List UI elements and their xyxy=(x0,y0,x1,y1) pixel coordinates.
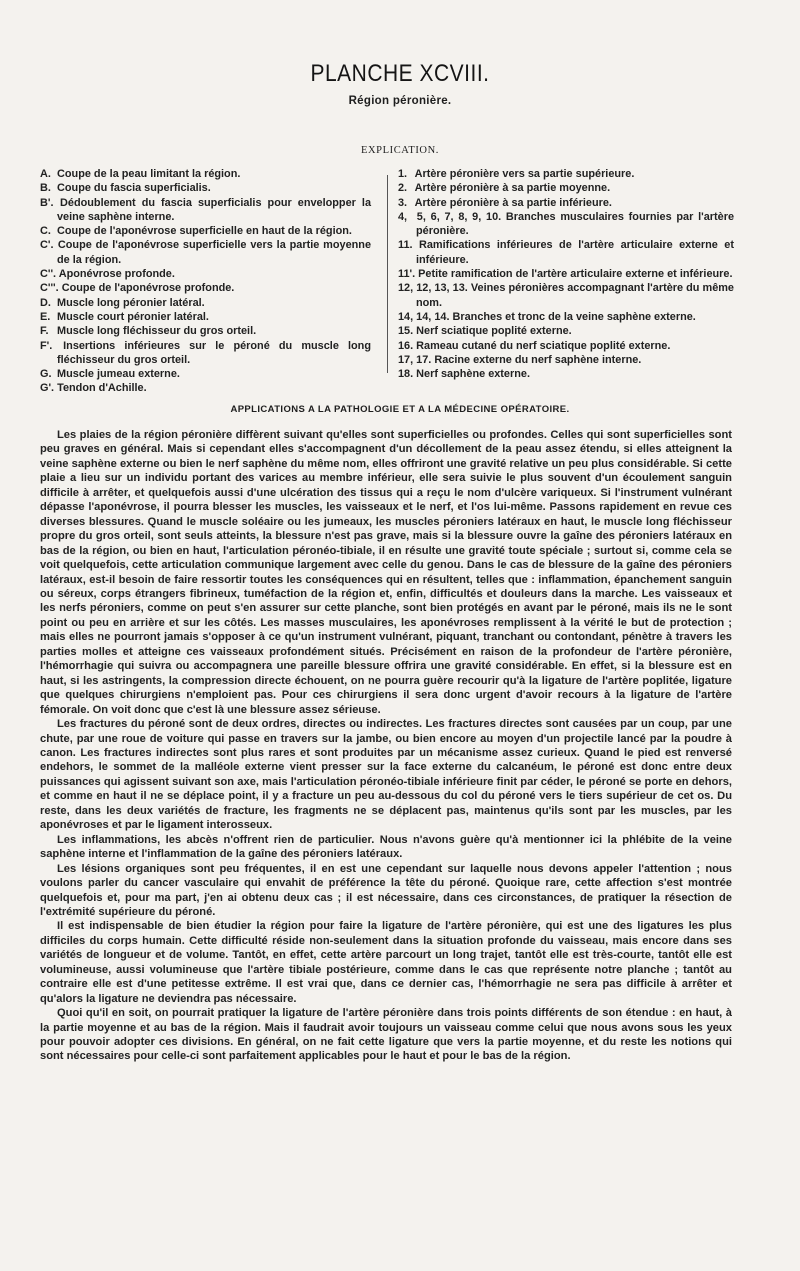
legend-key: G'. xyxy=(40,382,55,395)
legend-item xyxy=(40,238,371,267)
legend-key: 12, xyxy=(398,282,414,295)
legend-item xyxy=(398,196,734,210)
legend-item xyxy=(398,324,734,338)
legend-text: 14, 14. Branches et tronc de la veine saphène externe. xyxy=(416,310,696,323)
legend-key: C'. xyxy=(40,239,54,252)
legend-item xyxy=(398,310,734,324)
legend-item xyxy=(40,324,371,338)
legend-item xyxy=(398,281,734,310)
legend-item xyxy=(398,267,734,281)
legend-text: Coupe de l'aponévrose superficielle vers la partie moyenne de la région. xyxy=(57,239,371,266)
legend-item xyxy=(40,339,371,368)
legend-item xyxy=(398,367,734,381)
legend-text: Muscle court péronier latéral. xyxy=(57,310,209,323)
legend-key: 1. xyxy=(398,168,408,180)
legend-item xyxy=(40,281,371,295)
legend-key: 16. xyxy=(398,339,414,352)
legend-key: 14, xyxy=(398,310,414,323)
legend-left-column xyxy=(40,167,371,396)
legend-key: F'. xyxy=(40,339,53,352)
legend-text: Rameau cutané du nerf sciatique poplité externe. xyxy=(416,339,671,352)
column-divider xyxy=(387,175,388,373)
legend-item xyxy=(398,238,734,267)
legend-key: F. xyxy=(40,325,49,338)
legend-item xyxy=(40,224,371,238)
legend-item xyxy=(40,310,371,324)
applications-title: APPLICATIONS A LA PATHOLOGIE ET A LA MÉDECINE OPÉRATOIRE. xyxy=(230,404,570,415)
legend-text: Muscle long péronier latéral. xyxy=(57,296,205,309)
paragraph: Les lésions organiques sont peu fréquentes, il en est une cependant sur laquelle nous devons appeler l'attention ; nous voulons parler du cancer vasculaire qui envahit de préférence la tête du péroné. Quoique rare, cette affection s'est montrée quelquefois et, pour ma part, j'en ai obtenu deux cas ; il est nécessaire, dans ces circonstances, de pratiquer la résection de l'extrémité supérieure du péroné. xyxy=(40,862,732,918)
legend-text: Artère péronière à sa partie moyenne. xyxy=(414,182,611,195)
legend-item xyxy=(398,353,734,367)
legend-item xyxy=(40,367,371,381)
legend-key: 2. xyxy=(398,182,408,195)
region-title: Région péronière. xyxy=(348,95,452,107)
legend-text: Muscle long fléchisseur du gros orteil. xyxy=(57,325,257,338)
legend-key: 11. xyxy=(398,239,413,252)
legend-item xyxy=(40,296,371,310)
legend-text: Coupe du fascia superficialis. xyxy=(57,182,211,195)
legend-item xyxy=(40,181,371,195)
legend-text: Petite ramification de l'artère articulaire externe et inférieure. xyxy=(418,268,733,281)
legend-key: C. xyxy=(40,225,51,238)
legend-text: Nerf sciatique poplité externe. xyxy=(416,325,572,338)
legend-key: A. xyxy=(40,168,51,180)
legend-key: B. xyxy=(40,182,51,195)
paragraph: Quoi qu'il en soit, on pourrait pratiquer la ligature de l'artère péronière dans trois points différents de son étendue : en haut, à la partie moyenne et au bas de la région. Mais il faudrait avoir toujours un vaisseau comme celui que nous avons sous les yeux pour pouvoir adopter ces divisions. En général, on ne fait cette ligature que vers la partie moyenne, et du reste les notions qui sont nécessaires pour celle-ci sont parfaitement applicables pour le haut et pour le bas de la région. xyxy=(40,1007,732,1063)
legend-key: C''. xyxy=(40,268,57,281)
legend xyxy=(40,167,735,395)
explication-title: EXPLICATION. xyxy=(360,145,440,156)
legend-item xyxy=(398,181,734,195)
legend-text: Coupe de la peau limitant la région. xyxy=(57,168,241,180)
legend-text: Ramifications inférieures de l'artère articulaire externe et inférieure. xyxy=(416,239,734,266)
legend-key: 15. xyxy=(398,325,414,338)
legend-key: G. xyxy=(40,368,52,381)
legend-item xyxy=(40,196,371,225)
plate-title: PLANCHE XCVIII. xyxy=(310,60,490,87)
legend-text: Aponévrose profonde. xyxy=(58,268,175,281)
legend-text: Tendon d'Achille. xyxy=(57,382,147,395)
legend-text: Coupe de l'aponévrose superficielle en haut de la région. xyxy=(57,225,352,238)
paragraph: Les inflammations, les abcès n'offrent rien de particulier. Nous n'avons guère qu'à mentionner ici la phlébite de la veine saphène interne et l'inflammation de la gaîne des péroniers latéraux. xyxy=(40,833,732,861)
legend-text: Coupe de l'aponévrose profonde. xyxy=(61,282,235,295)
legend-item xyxy=(398,339,734,353)
legend-text: 17. Racine externe du nerf saphène interne. xyxy=(416,353,642,366)
legend-item xyxy=(40,381,371,395)
legend-key: C'''. xyxy=(40,282,59,295)
legend-key: 4, xyxy=(398,210,408,223)
legend-key: B'. xyxy=(40,196,54,209)
legend-text: Nerf saphène externe. xyxy=(416,368,530,381)
paragraph: Les fractures du péroné sont de deux ordres, directes ou indirectes. Les fractures directes sont causées par un coup, par une chute, par une roue de voiture qui passe en travers sur la jambe, ou bien encore au moyen d'un projectile lancé par la poudre à canon. Les fractures indirectes sont plus rares et sont produites par un mécanisme assez curieux. Quand le pied est renversé endehors, le sommet de la malléole externe vient presser sur la face externe du calcanéum, le péroné est donc entre deux puissances qui agissent suivant son axe, mais l'articulation péronéo-tibiale inférieure finit par céder, le péroné se porte en dehors, et comme en haut il ne se déplace point, il y a fracture un peu au-dessous du col du péroné vers le tiers supérieur de cet os. Du reste, dans les deux variétés de fracture, les fragments ne se déplacent pas, maintenus qu'ils sont par les muscles, par les aponévroses et par le ligament interosseux. xyxy=(40,718,732,832)
body-text xyxy=(40,428,732,1064)
paragraph: Les plaies de la région péronière diffèrent suivant qu'elles sont superficielles ou profondes. Celles qui sont superficielles sont peu graves en général. Mais si cependant elles s'accompagnent d'un décollement de la peau assez étendu, si elles atteignent la veine saphène externe ou bien le nerf saphène du même nom, elles offriront une gravité relative un peu plus considérable. Si cette plaie a lieu sur un individu portant des varices au membre inférieur, elle sera suivie le plus souvent d'un écoulement sanguin difficile à arrêter, et quelquefois aussi d'une ulcération des tissus qui a reçu le nom d'ulcère variqueux. Si l'instrument vulnérant dépasse l'aponévrose, il pourra blesser les muscles, les vaisseaux et le nerf, et l'os lui-même. Passons rapidement en revue ces diverses blessures. Quand le muscle soléaire ou les jumeaux, les muscles péroniers latéraux en haut, le muscle long fléchisseur propre du gros orteil, sont seuls atteints, la blessure n'est pas grave, mais si la blessure ouvre la gaîne des péroniers latéraux en bas de la région, ou bien en haut, l'articulation péronéo-tibiale, il en résulte une gravité toute spéciale ; surtout si, comme cela se voit quelquefois, cette articulation communique largement avec celle du genou. Dans le cas de blessure de la gaîne des péroniers latéraux, est-il besoin de faire ressortir toutes les conséquences qui en résultent, telles que : inflammation, épanchement sanguin ou séreux, corps étrangers fibrineux, tuméfaction de la région et, enfin, difficultés et douleurs dans la marche. Les vaisseaux et les nerfs péroniers, comme on peut s'en assurer sur cette planche, sont bien protégés en avant par le péroné, mais ils ne le sont point ou peu en arrière et sur les côtés. Les masses musculaires, les aponévroses remplissent à la vérité le but de protection ; mais elles ne pourront jamais s'opposer à ce qu'un instrument vulnérant, piquant, tranchant ou contondant, pénètre à travers les parties molles et atteigne ces vaisseaux profondément situés. Précisément en raison de la profondeur de l'artère péronière, l'hémorrhagie qui suivra ou accompagnera une pareille blessure offrira une gravité considérable. En effet, si la blessure est en haut, si les astringents, la compression directe échouent, on ne pourra guère recourir qu'à la ligature de l'artère poplitée, ligature que quelques chirurgiens n'emploient pas. Pour ces chirurgiens il sera donc urgent d'avoir recours à la ligature de l'artère fémorale. On voit donc que c'est là une blessure assez sérieuse. xyxy=(40,429,732,716)
legend-key: 17, xyxy=(398,353,414,366)
legend-key: 3. xyxy=(398,196,408,209)
paragraph: Il est indispensable de bien étudier la région pour faire la ligature de l'artère péronière, qui est une des ligatures les plus difficiles du corps humain. Cette difficulté réside non-seulement dans la situation profonde du vaisseau, mais encore dans ses variétés de longueur et de volume. Tantôt, en effet, cette artère parcourt un long trajet, tantôt elle est très-courte, tantôt elle est volumineuse, aussi volumineuse que l'artère tibiale postérieure, comme dans le cas que représente notre planche ; tantôt au contraire elle est d'une petitesse extrême. Il est vrai que, dans ce dernier cas, l'hémorrhagie ne sera pas difficile à arrêter et qu'alors la ligature ne deviendra pas nécessaire. xyxy=(40,920,732,1005)
legend-item xyxy=(40,167,371,181)
legend-key: 11'. xyxy=(398,268,416,281)
legend-text: Dédoublement du fascia superficialis pour envelopper la veine saphène interne. xyxy=(57,196,371,223)
legend-item xyxy=(40,267,371,281)
legend-text: Artère péronière vers sa partie supérieure. xyxy=(414,168,635,180)
legend-right-column xyxy=(398,167,734,381)
legend-key: E. xyxy=(40,310,51,323)
legend-item xyxy=(398,167,734,181)
legend-text: 12, 13, 13. Veines péronières accompagnant l'artère du même nom. xyxy=(416,282,734,309)
legend-key: 18. xyxy=(398,368,414,381)
legend-item xyxy=(398,210,734,239)
legend-key: D. xyxy=(40,296,51,309)
legend-text: 5, 6, 7, 8, 9, 10. Branches musculaires fournies par l'artère péronière. xyxy=(416,210,735,238)
legend-text: Artère péronière à sa partie inférieure. xyxy=(414,196,612,209)
legend-text: Insertions inférieures sur le péroné du muscle long fléchisseur du gros orteil. xyxy=(57,339,371,366)
legend-text: Muscle jumeau externe. xyxy=(57,368,180,381)
